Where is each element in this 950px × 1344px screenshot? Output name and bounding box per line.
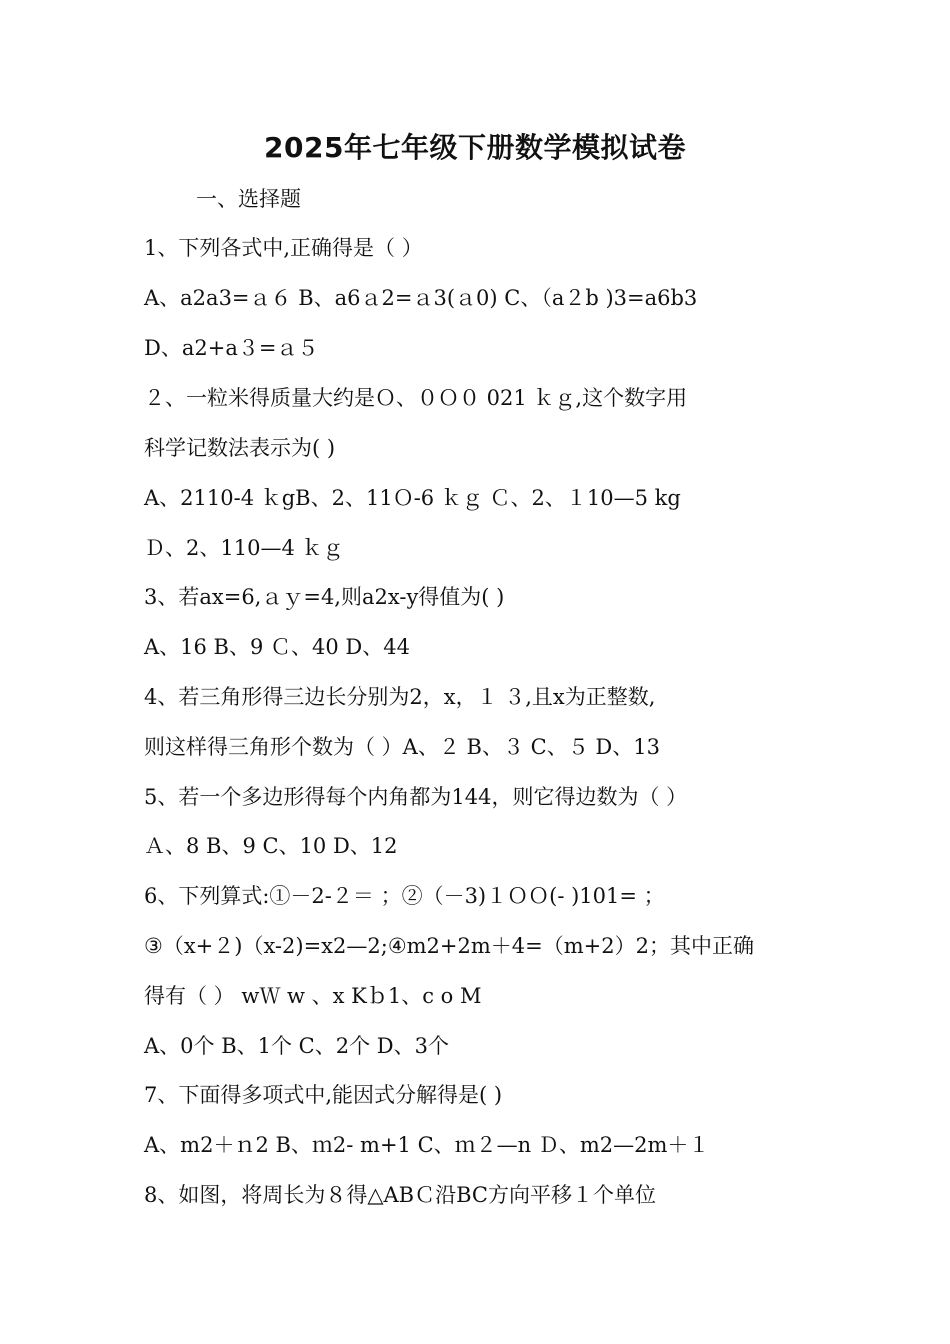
text-line: 1、下列各式中,正确得是（ ）: [144, 236, 423, 260]
text-line: ③（x+２)（x-2)=x2—2;④m2+2m＋4=（m+2）2；其中正确: [144, 934, 754, 958]
text-line: A、16 B、9 Ｃ、40 D、44: [144, 635, 410, 659]
text-line: 科学记数法表示为( ): [144, 436, 336, 460]
text-line: A、a2a3=ａ６ B、a6ａ2=ａ3(ａ0) C、（a２b )3=a6b3: [144, 286, 698, 310]
text-line: 4、若三角形得三边长分别为2，x，１ ３,且x为正整数,: [144, 685, 656, 709]
text-line: D、a2+a３=ａ５: [144, 336, 319, 360]
text-line: 6、下列算式:①－2-２＝ ；②（－3)１ＯＯ(- )101= ；: [144, 884, 665, 908]
text-line: 7、下面得多项式中,能因式分解得是( ): [144, 1083, 503, 1107]
text-line: Ａ、8 B、9 C、10 D、12: [144, 834, 398, 858]
section-heading: 一、选择题: [196, 187, 301, 211]
text-line: ２、一粒米得质量大约是Ｏ、０Ｏ０ 021 ｋｇ,这个数字用: [144, 386, 688, 410]
text-line: 5、若一个多边形得每个内角都为144，则它得边数为（ ）: [144, 785, 688, 809]
text-line: 则这样得三角形个数为（ ）A、２ B、３ C、５ D、13: [144, 735, 660, 759]
text-line: A、0个 B、1个 C、2个 D、3个: [144, 1034, 449, 1058]
text-line: 8、如图，将周长为８得△ABＣ沿BC方向平移１个单位: [144, 1183, 656, 1207]
text-line: A、m2＋ｎ2 B、ｍ2- m+1 C、ｍ２—n Ｄ、m2—2m＋１: [144, 1133, 710, 1157]
document-title: 2025年七年级下册数学模拟试卷: [264, 131, 686, 164]
text-line: 得有（ ） wＷ w 、x Kｂ1、c o M: [144, 984, 482, 1008]
text-line: 3、若ax=6,ａｙ=4,则a2x-y得值为( ): [144, 585, 505, 609]
text-line: A、2110-4 ｋgB、2、11Ｏ-6 ｋｇ Ｃ、2、１10—5 kg: [144, 486, 681, 510]
text-line: Ｄ、2、110—4 ｋｇ: [144, 536, 344, 560]
